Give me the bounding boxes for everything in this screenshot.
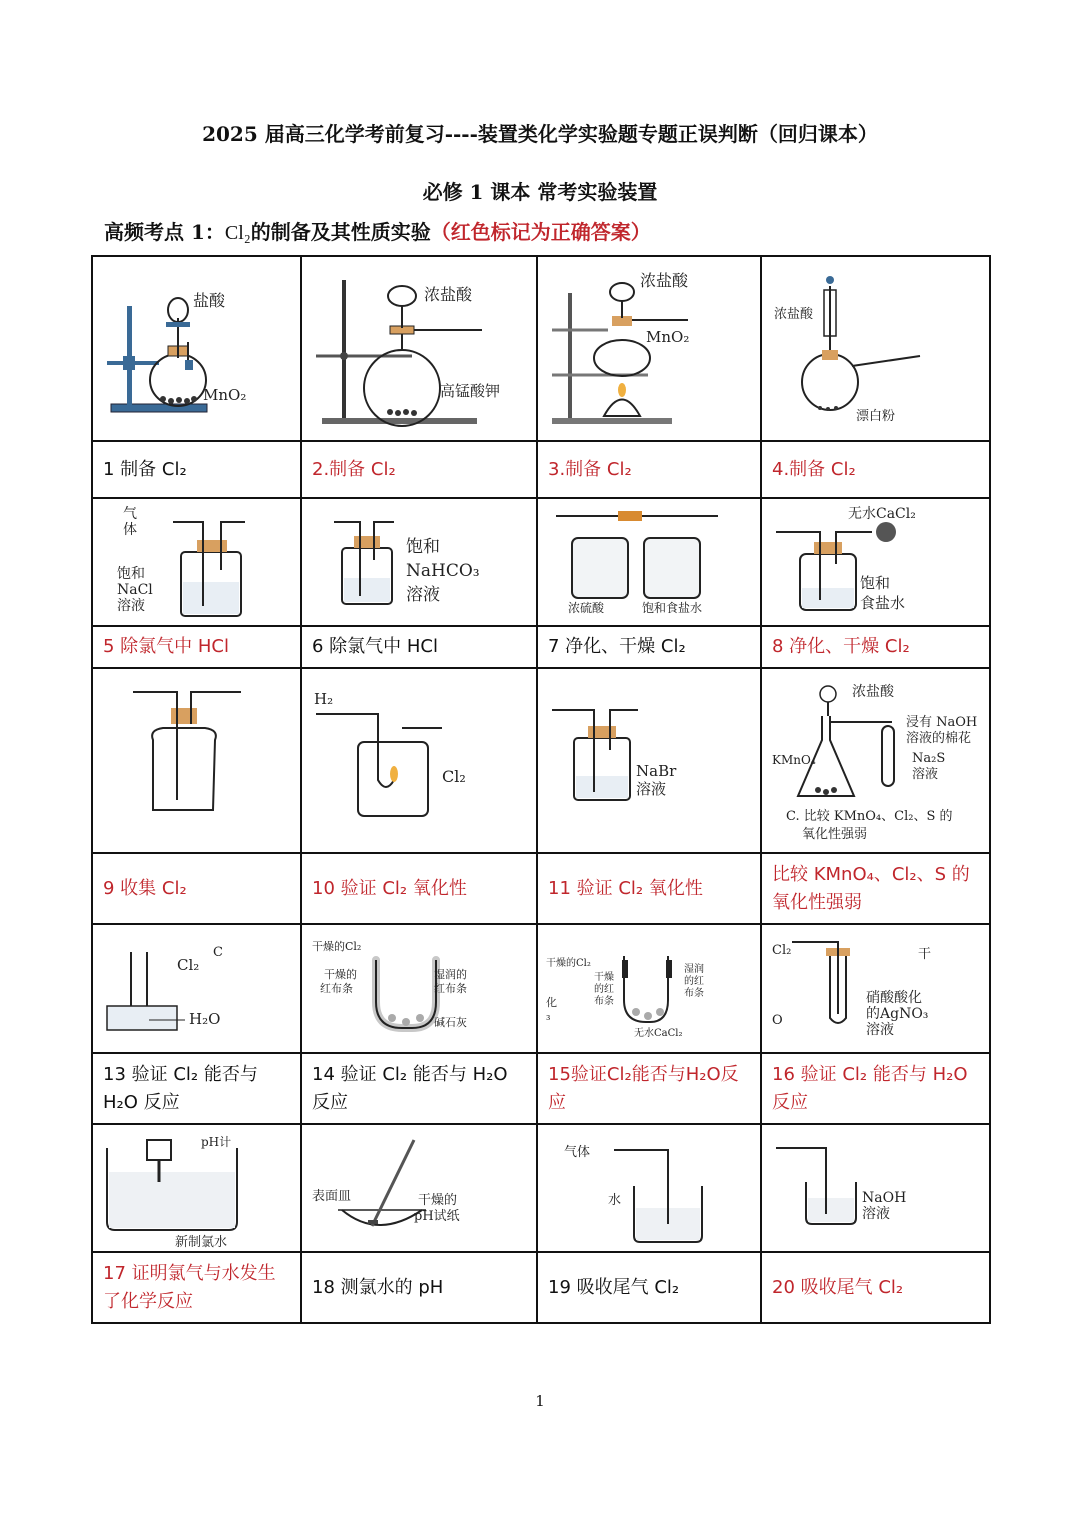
label-na2s: Na₂S	[912, 751, 946, 766]
caption-20: 20 吸收尾气 Cl₂	[761, 1252, 990, 1323]
apparatus-diagram-15	[538, 926, 758, 1051]
label-naoh: NaOH	[862, 1190, 907, 1206]
apparatus-diagram-9	[93, 670, 298, 851]
figure-2	[301, 256, 537, 441]
apparatus-table	[91, 255, 991, 1324]
label-kmno4: KMnO₄	[772, 753, 816, 767]
label-compare-2: 氧化性强弱	[802, 827, 868, 842]
figure-4	[761, 256, 990, 441]
document-title: 2025 届高三化学考前复习----装置类化学实验题专题正误判断（回归课本）	[202, 122, 878, 146]
label-water: 水	[608, 1193, 622, 1208]
label-red-cloth-2: 红布条	[434, 982, 467, 995]
caption-11: 11 验证 Cl₂ 氧化性	[537, 853, 761, 924]
label-solution: 溶液	[117, 598, 145, 614]
label-saturated: 饱和	[406, 537, 440, 557]
label-dry: 干	[918, 947, 932, 962]
label-saturated: 饱和	[860, 574, 891, 592]
label-anhydrous-cacl2: 无水CaCl₂	[848, 506, 916, 522]
figure-14	[301, 924, 537, 1053]
label-conc-hcl: 浓盐酸	[774, 307, 814, 322]
figure-6	[301, 498, 537, 626]
caption-9: 9 收集 Cl₂	[92, 853, 301, 924]
label-saturated: 饱和	[117, 566, 145, 582]
caption-row	[92, 853, 990, 924]
figure-row	[92, 668, 990, 853]
apparatus-diagram-11	[538, 670, 758, 851]
caption-row	[92, 441, 990, 498]
label-ph-meter: pH计	[201, 1135, 232, 1149]
label-dry-cl2: 干燥的Cl₂	[312, 940, 362, 953]
caption-3: 3.制备 Cl₂	[537, 441, 761, 498]
heading-formula: Cl₂	[224, 222, 251, 244]
apparatus-diagram-1	[93, 258, 298, 439]
label-nahco3: NaHCO₃	[406, 561, 480, 581]
label-watch-glass: 表面皿	[312, 1189, 352, 1204]
apparatus-diagram-17	[93, 1126, 298, 1250]
label-soda-lime: 碱石灰	[434, 1016, 467, 1029]
label-dry-cl2: 干燥的Cl₂	[546, 958, 591, 969]
caption-row	[92, 1053, 990, 1124]
caption-19: 19 吸收尾气 Cl₂	[537, 1252, 761, 1323]
apparatus-diagram-13	[93, 926, 298, 1051]
label-red-cloth-1: 红布条	[320, 982, 353, 995]
label-dry: 干燥	[594, 972, 614, 983]
label-gas: 气体	[564, 1145, 591, 1160]
heading-note: （红色标记为正确答案）	[430, 220, 651, 244]
label-red-1: 的红	[594, 984, 614, 995]
label-nacl: NaCl	[117, 582, 153, 598]
apparatus-diagram-2	[302, 258, 534, 439]
figure-19	[537, 1124, 761, 1252]
figure-1	[92, 256, 301, 441]
label-cl2: Cl₂	[177, 956, 200, 974]
heading-rest: 的制备及其性质实验	[250, 220, 431, 244]
label-brine: 食盐水	[860, 594, 906, 612]
figure-5	[92, 498, 301, 626]
figure-15	[537, 924, 761, 1053]
apparatus-diagram-8	[762, 500, 987, 624]
caption-4: 4.制备 Cl₂	[761, 441, 990, 498]
figure-row	[92, 256, 990, 441]
apparatus-diagram-7	[538, 500, 758, 624]
apparatus-diagram-19	[538, 1126, 758, 1250]
label-red-2: 的红	[684, 976, 704, 987]
figure-row	[92, 1124, 990, 1252]
caption-14: 14 验证 Cl₂ 能否与 H₂O 反应	[301, 1053, 537, 1124]
apparatus-diagram-12	[762, 670, 987, 851]
figure-8	[761, 498, 990, 626]
figure-3	[537, 256, 761, 441]
figure-row	[92, 924, 990, 1053]
label-cloth-2: 布条	[684, 988, 704, 999]
label-solution: 溶液	[862, 1206, 890, 1222]
label-naoh-cotton-1: 浸有 NaOH	[906, 715, 978, 730]
caption-13: 13 验证 Cl₂ 能否与 H₂O 反应	[92, 1053, 301, 1124]
label-nabr: NaBr	[636, 762, 677, 780]
apparatus-diagram-20	[762, 1126, 987, 1250]
caption-6: 6 除氯气中 HCl	[301, 626, 537, 668]
apparatus-diagram-16	[762, 926, 987, 1051]
label-fresh-chlorine-water: 新制氯水	[175, 1235, 228, 1250]
label-dry: 干燥的	[418, 1193, 458, 1208]
label-solution: 溶液	[406, 585, 440, 605]
label-wet: 湿润的	[434, 968, 467, 981]
label-bleaching-powder: 漂白粉	[856, 409, 896, 424]
figure-11	[537, 668, 761, 853]
figure-10	[301, 668, 537, 853]
caption-2: 2.制备 Cl₂	[301, 441, 537, 498]
label-cl2: Cl₂	[772, 943, 792, 958]
caption-15: 15验证Cl₂能否与H₂O反应	[537, 1053, 761, 1124]
label-h2o: H₂O	[189, 1010, 221, 1028]
figure-12	[761, 668, 990, 853]
label-cl2: Cl₂	[442, 767, 466, 786]
figure-7	[537, 498, 761, 626]
label-cloth-1: 布条	[594, 996, 614, 1007]
caption-8: 8 净化、干燥 Cl₂	[761, 626, 990, 668]
label-dry: 干燥的	[324, 968, 357, 981]
figure-20	[761, 1124, 990, 1252]
caption-17: 17 证明氯气与水发生了化学反应	[92, 1252, 301, 1323]
label-anhydrous-cacl2: 无水CaCl₂	[634, 1028, 683, 1039]
apparatus-diagram-5	[93, 500, 298, 624]
figure-18	[301, 1124, 537, 1252]
caption-12: 比较 KMnO₄、Cl₂、S 的氧化性强弱	[761, 853, 990, 924]
apparatus-diagram-3	[538, 258, 758, 439]
label-solution: 溶液	[636, 780, 667, 798]
section-subtitle: 必修 1 课本 常考实验装置	[422, 180, 658, 204]
caption-16: 16 验证 Cl₂ 能否与 H₂O 反应	[761, 1053, 990, 1124]
label-conc-sulfuric-acid: 浓硫酸	[568, 601, 605, 615]
figure-9	[92, 668, 301, 853]
caption-1: 1 制备 Cl₂	[92, 441, 301, 498]
label-mno2: MnO₂	[646, 328, 690, 346]
label-h2: H₂	[314, 690, 334, 708]
label-solution: 溶液	[912, 767, 939, 782]
apparatus-diagram-14	[302, 926, 534, 1051]
label-wet: 湿润	[684, 964, 704, 975]
caption-row	[92, 626, 990, 668]
apparatus-diagram-6	[302, 500, 534, 624]
label-agno3: 的AgNO₃	[866, 1006, 929, 1022]
figure-17	[92, 1124, 301, 1252]
apparatus-diagram-10	[302, 670, 534, 851]
label-solution: 溶液	[866, 1022, 894, 1038]
label-conc-hcl: 浓盐酸	[852, 684, 894, 700]
label-nitric-acidified: 硝酸酸化	[866, 990, 922, 1006]
label-conc-hcl: 浓盐酸	[424, 285, 473, 304]
label-mno2: MnO₂	[203, 386, 247, 404]
caption-18: 18 测氯水的 pH	[301, 1252, 537, 1323]
label-clip-2: ₃	[546, 1010, 551, 1023]
figure-16	[761, 924, 990, 1053]
label-potassium-permanganate: 高锰酸钾	[440, 382, 501, 400]
label-ph-paper: pH试纸	[414, 1209, 460, 1224]
apparatus-diagram-4	[762, 258, 987, 439]
label-c: C	[213, 945, 223, 960]
apparatus-diagram-18	[302, 1126, 534, 1250]
caption-7: 7 净化、干燥 Cl₂	[537, 626, 761, 668]
label-saturated-brine: 饱和食盐水	[642, 601, 703, 615]
label-gas-2: 体	[123, 522, 137, 538]
label-o: O	[772, 1013, 783, 1028]
caption-5: 5 除氯气中 HCl	[92, 626, 301, 668]
figure-row	[92, 498, 990, 626]
label-clip-1: 化	[546, 996, 557, 1009]
label-hydrochloric-acid: 盐酸	[193, 291, 226, 310]
figure-13	[92, 924, 301, 1053]
heading-prefix: 高频考点 1：	[104, 220, 225, 244]
label-compare-1: C. 比较 KMnO₄、Cl₂、S 的	[786, 809, 953, 824]
label-gas-1: 气	[123, 506, 137, 522]
label-naoh-cotton-2: 溶液的棉花	[906, 731, 972, 746]
label-conc-hcl: 浓盐酸	[640, 271, 689, 290]
caption-row	[92, 1252, 990, 1323]
caption-10: 10 验证 Cl₂ 氧化性	[301, 853, 537, 924]
topic-heading	[104, 216, 651, 245]
page-number: 1	[535, 1392, 545, 1410]
